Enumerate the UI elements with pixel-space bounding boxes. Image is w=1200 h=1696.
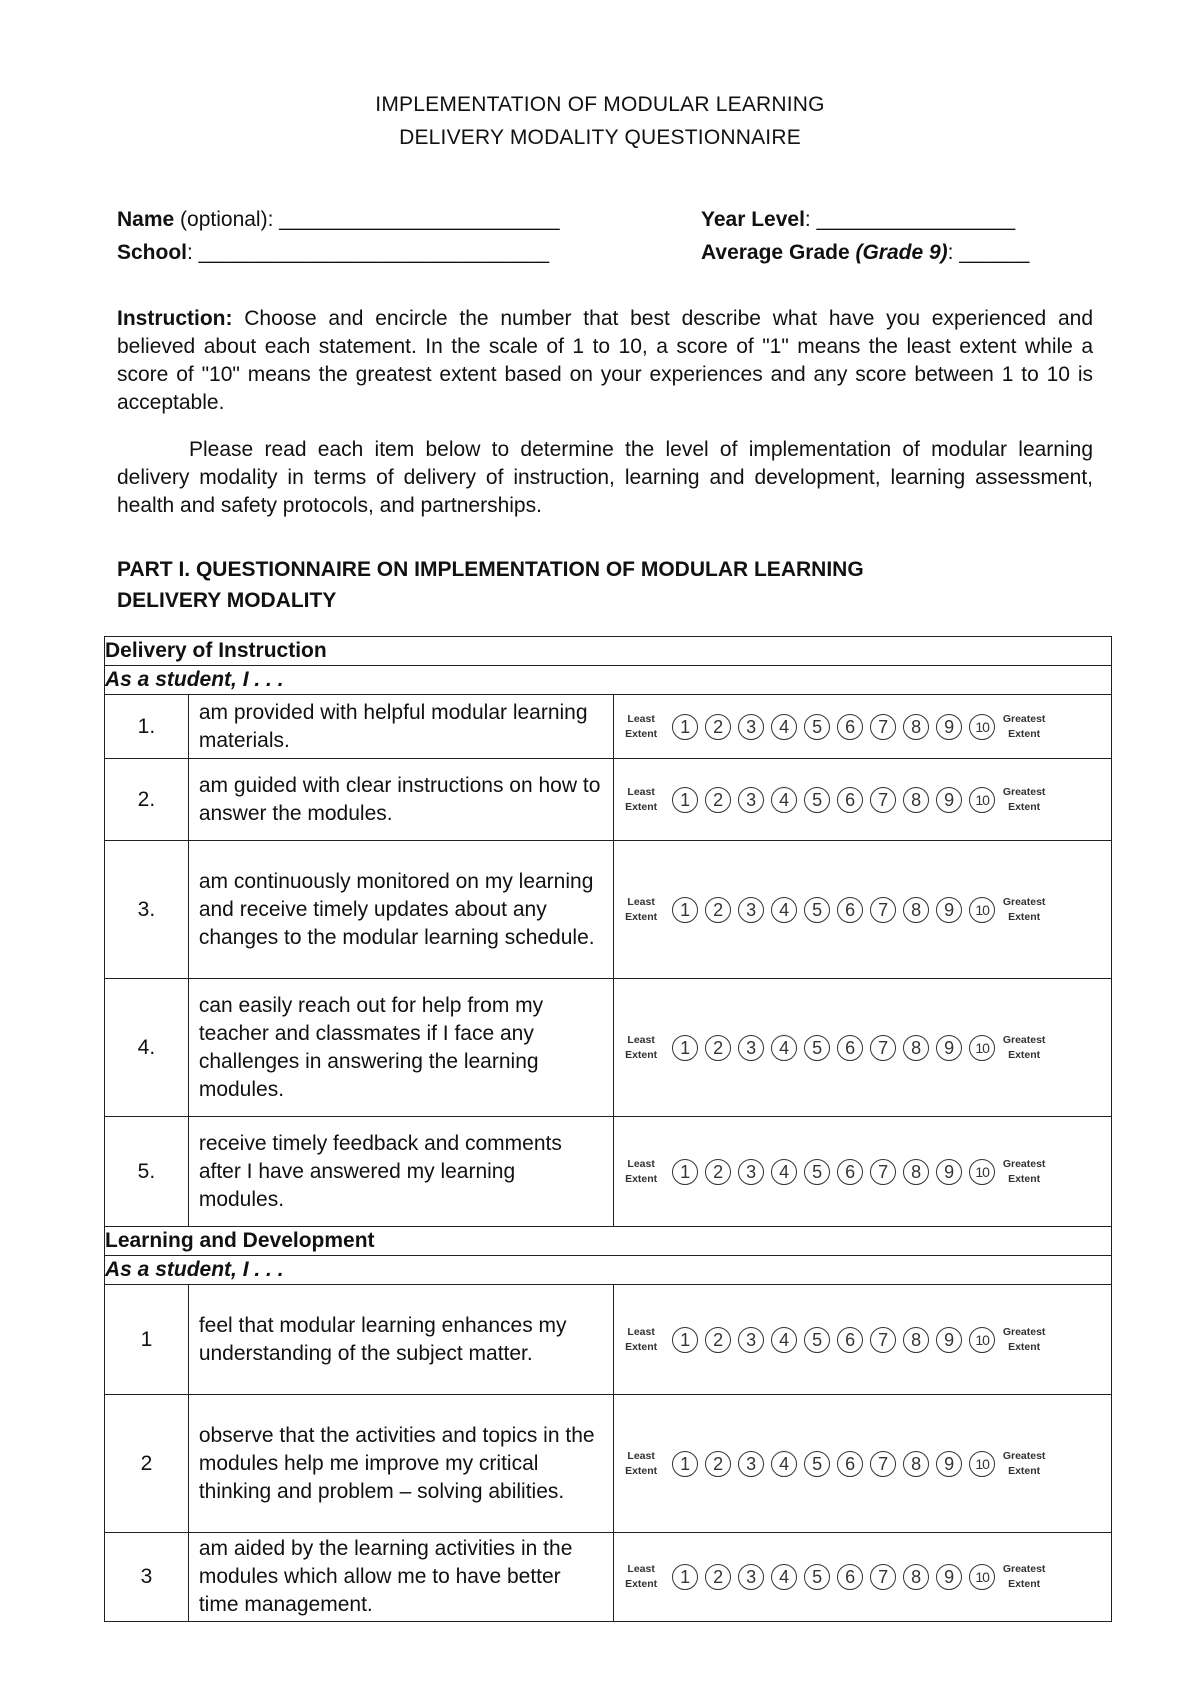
greatest-extent-label: [999, 712, 1049, 742]
item-number: 1.: [105, 695, 189, 759]
rating-option-10[interactable]: 10: [969, 787, 995, 813]
rating-option-4[interactable]: 4: [771, 897, 797, 923]
instruction-label: Instruction:: [117, 307, 233, 330]
rating-scale: [622, 1562, 1103, 1592]
least-label-line-1: Least: [627, 785, 655, 798]
section-subtitle-row: [105, 1256, 1112, 1285]
least-extent-label: [622, 1562, 660, 1592]
item-number: 4.: [105, 979, 189, 1117]
greatest-extent-label: [999, 1562, 1049, 1592]
rating-option-3[interactable]: 3: [738, 1159, 764, 1185]
section-title: Delivery of Instruction: [105, 637, 1112, 666]
rating-scale-cell: [614, 1533, 1112, 1622]
rating-option-7[interactable]: 7: [870, 714, 896, 740]
item-number: 3: [105, 1533, 189, 1622]
instruction-paragraph: [117, 305, 1093, 417]
greatest-extent-label: [999, 785, 1049, 815]
rating-option-10[interactable]: 10: [969, 1327, 995, 1353]
rating-option-10[interactable]: 10: [969, 1035, 995, 1061]
rating-option-5[interactable]: 5: [804, 1159, 830, 1185]
rating-option-2[interactable]: 2: [705, 1327, 731, 1353]
least-label-line-2: Extent: [625, 1172, 658, 1185]
rating-option-7[interactable]: 7: [870, 897, 896, 923]
rating-option-4[interactable]: 4: [771, 1451, 797, 1477]
least-label-line-1: Least: [627, 895, 655, 908]
greatest-label-line-1: Greatest: [1002, 785, 1046, 798]
section-header-row: [105, 1227, 1112, 1256]
rating-option-4[interactable]: 4: [771, 1159, 797, 1185]
greatest-extent-label: [999, 1449, 1049, 1479]
rating-scale: [622, 1157, 1103, 1187]
least-label-line-2: Extent: [625, 910, 658, 923]
rating-options: [672, 897, 995, 923]
rating-option-5[interactable]: 5: [804, 714, 830, 740]
part-heading-line-1: PART I. QUESTIONNAIRE ON IMPLEMENTATION OF MODULAR LEARNING: [117, 558, 864, 581]
rating-option-6[interactable]: 6: [837, 714, 863, 740]
part-heading-line-2: DELIVERY MODALITY: [117, 589, 337, 612]
rating-option-4[interactable]: 4: [771, 1327, 797, 1353]
rating-scale-cell: [614, 1117, 1112, 1227]
rating-options: [672, 714, 995, 740]
least-label-line-1: Least: [627, 1325, 655, 1338]
question-row: [105, 695, 1112, 759]
greatest-label-line-1: Greatest: [1002, 1157, 1046, 1170]
rating-option-6[interactable]: 6: [837, 1327, 863, 1353]
question-row: [105, 759, 1112, 841]
greatest-label-line-2: Extent: [1008, 727, 1041, 740]
least-extent-label: [622, 1449, 660, 1479]
rating-options: [672, 1451, 995, 1477]
rating-option-1[interactable]: 1: [672, 1451, 698, 1477]
rating-option-1[interactable]: 1: [672, 897, 698, 923]
greatest-label-line-2: Extent: [1008, 1172, 1041, 1185]
question-row: [105, 1395, 1112, 1533]
rating-option-6[interactable]: 6: [837, 1564, 863, 1590]
rating-options: [672, 787, 995, 813]
rating-option-6[interactable]: 6: [837, 787, 863, 813]
rating-option-6[interactable]: 6: [837, 897, 863, 923]
rating-option-1[interactable]: 1: [672, 1035, 698, 1061]
rating-option-3[interactable]: 3: [738, 1327, 764, 1353]
rating-option-1[interactable]: 1: [672, 1159, 698, 1185]
greatest-label-line-1: Greatest: [1002, 712, 1046, 725]
rating-option-9[interactable]: 9: [936, 897, 962, 923]
read-paragraph: Please read each item below to determine the level of implementation of modular learning delivery modality in terms of delivery of instruction, learning and development, learning assessment, health and safety protocols, and partnerships.: [117, 438, 1093, 517]
rating-option-7[interactable]: 7: [870, 1451, 896, 1477]
rating-scale: [622, 785, 1103, 815]
rating-option-2[interactable]: 2: [705, 1451, 731, 1477]
greatest-label-line-1: Greatest: [1002, 895, 1046, 908]
rating-option-5[interactable]: 5: [804, 1564, 830, 1590]
least-extent-label: [622, 1325, 660, 1355]
section-subtitle: As a student, I . . .: [105, 1256, 1112, 1285]
rating-scale-cell: [614, 979, 1112, 1117]
school-blank: : ______________________________: [187, 241, 550, 264]
average-grade-field[interactable]: [701, 241, 1029, 265]
section-header-row: [105, 637, 1112, 666]
section-subtitle-row: [105, 666, 1112, 695]
least-extent-label: [622, 1157, 660, 1187]
rating-scale: [622, 1449, 1103, 1479]
rating-option-6[interactable]: 6: [837, 1451, 863, 1477]
rating-option-10[interactable]: 10: [969, 1451, 995, 1477]
item-statement: can easily reach out for help from my teacher and classmates if I face any challenges in answering the learning modules.: [188, 979, 613, 1117]
greatest-label-line-2: Extent: [1008, 1464, 1041, 1477]
document-title-line-1: IMPLEMENTATION OF MODULAR LEARNING: [375, 93, 825, 116]
rating-option-10[interactable]: 10: [969, 1159, 995, 1185]
rating-option-8[interactable]: 8: [903, 1035, 929, 1061]
rating-option-9[interactable]: 9: [936, 1451, 962, 1477]
average-grade-blank: : ______: [947, 241, 1030, 264]
rating-option-2[interactable]: 2: [705, 1035, 731, 1061]
rating-option-9[interactable]: 9: [936, 787, 962, 813]
questionnaire-table: [104, 636, 1112, 1622]
rating-option-9[interactable]: 9: [936, 714, 962, 740]
least-label-line-2: Extent: [625, 800, 658, 813]
greatest-label-line-1: Greatest: [1002, 1449, 1046, 1462]
least-label-line-1: Least: [627, 712, 655, 725]
rating-option-1[interactable]: 1: [672, 714, 698, 740]
greatest-label-line-2: Extent: [1008, 1578, 1041, 1590]
name-field[interactable]: [117, 208, 560, 232]
rating-option-1[interactable]: 1: [672, 1327, 698, 1353]
rating-option-4[interactable]: 4: [771, 787, 797, 813]
rating-option-2[interactable]: 2: [705, 897, 731, 923]
rating-scale: [622, 1325, 1103, 1355]
least-label-line-2: Extent: [625, 1464, 658, 1477]
item-statement: observe that the activities and topics in the modules help me improve my critical thinking and problem – solving abilities.: [188, 1395, 613, 1533]
rating-scale: [622, 1033, 1103, 1063]
rating-option-5[interactable]: 5: [804, 787, 830, 813]
grade-level-note: (Grade 9): [855, 241, 948, 264]
rating-option-2[interactable]: 2: [705, 1564, 731, 1590]
rating-option-10[interactable]: 10: [969, 1564, 995, 1590]
item-statement: am guided with clear instructions on how to answer the modules.: [188, 759, 613, 841]
least-label-line-1: Least: [627, 1449, 655, 1462]
rating-option-2[interactable]: 2: [705, 1159, 731, 1185]
greatest-label-line-2: Extent: [1008, 800, 1041, 813]
rating-scale-cell: [614, 695, 1112, 759]
rating-scale: [622, 895, 1103, 925]
least-extent-label: [622, 712, 660, 742]
greatest-extent-label: [999, 895, 1049, 925]
least-label-line-2: Extent: [625, 727, 658, 740]
rating-option-3[interactable]: 3: [738, 1035, 764, 1061]
rating-option-8[interactable]: 8: [903, 897, 929, 923]
least-extent-label: [622, 895, 660, 925]
greatest-label-line-1: Greatest: [1002, 1563, 1046, 1575]
item-statement: receive timely feedback and comments after I have answered my learning modules.: [188, 1117, 613, 1227]
rating-option-2[interactable]: 2: [705, 714, 731, 740]
rating-options: [672, 1035, 995, 1061]
rating-option-7[interactable]: 7: [870, 1327, 896, 1353]
rating-option-8[interactable]: 8: [903, 1327, 929, 1353]
item-statement: am aided by the learning activities in the modules which allow me to have better time management.: [188, 1533, 613, 1622]
question-row: [105, 1117, 1112, 1227]
rating-option-5[interactable]: 5: [804, 1327, 830, 1353]
instruction-text: Choose and encircle the number that best describe what have you experienced and believed about each statement. In the scale of 1 to 10, a score of "1" means the least extent while a score of "10" means the greatest extent based on your experiences and any score between 1 to 10 is acceptable.: [117, 307, 1093, 414]
least-label-line-1: Least: [627, 1563, 655, 1575]
item-number: 2.: [105, 759, 189, 841]
year-level-field[interactable]: [701, 208, 1015, 232]
rating-option-8[interactable]: 8: [903, 1159, 929, 1185]
least-label-line-1: Least: [627, 1033, 655, 1046]
least-label-line-1: Least: [627, 1157, 655, 1170]
item-statement: feel that modular learning enhances my understanding of the subject matter.: [188, 1285, 613, 1395]
least-label-line-2: Extent: [625, 1340, 658, 1353]
greatest-extent-label: [999, 1157, 1049, 1187]
rating-option-4[interactable]: 4: [771, 1564, 797, 1590]
rating-options: [672, 1327, 995, 1353]
rating-option-9[interactable]: 9: [936, 1564, 962, 1590]
rating-scale-cell: [614, 841, 1112, 979]
rating-option-8[interactable]: 8: [903, 1564, 929, 1590]
rating-option-3[interactable]: 3: [738, 787, 764, 813]
item-number: 1: [105, 1285, 189, 1395]
school-field[interactable]: [117, 241, 549, 265]
rating-option-9[interactable]: 9: [936, 1035, 962, 1061]
part-heading: [117, 554, 1077, 616]
rating-scale-cell: [614, 1285, 1112, 1395]
least-extent-label: [622, 785, 660, 815]
rating-option-8[interactable]: 8: [903, 787, 929, 813]
rating-options: [672, 1159, 995, 1185]
rating-option-2[interactable]: 2: [705, 787, 731, 813]
item-number: 5.: [105, 1117, 189, 1227]
year-level-blank: : _________________: [804, 208, 1016, 231]
rating-option-5[interactable]: 5: [804, 1035, 830, 1061]
school-label: School: [117, 241, 188, 264]
rating-option-1[interactable]: 1: [672, 1564, 698, 1590]
rating-option-8[interactable]: 8: [903, 1451, 929, 1477]
rating-option-9[interactable]: 9: [936, 1159, 962, 1185]
rating-option-3[interactable]: 3: [738, 1451, 764, 1477]
rating-option-6[interactable]: 6: [837, 1159, 863, 1185]
question-row: [105, 1285, 1112, 1395]
rating-option-7[interactable]: 7: [870, 787, 896, 813]
rating-option-5[interactable]: 5: [804, 1451, 830, 1477]
rating-scale-cell: [614, 1395, 1112, 1533]
greatest-label-line-2: Extent: [1008, 1048, 1041, 1061]
rating-option-7[interactable]: 7: [870, 1035, 896, 1061]
rating-scale-cell: [614, 759, 1112, 841]
rating-option-10[interactable]: 10: [969, 897, 995, 923]
item-statement: am continuously monitored on my learning and receive timely updates about any changes to the modular learning schedule.: [188, 841, 613, 979]
rating-option-3[interactable]: 3: [738, 714, 764, 740]
rating-option-1[interactable]: 1: [672, 787, 698, 813]
greatest-label-line-2: Extent: [1008, 910, 1041, 923]
rating-options: [672, 1564, 995, 1590]
greatest-extent-label: [999, 1033, 1049, 1063]
rating-option-7[interactable]: 7: [870, 1159, 896, 1185]
rating-option-9[interactable]: 9: [936, 1327, 962, 1353]
name-blank: (optional): ________________________: [174, 208, 560, 231]
document-title-line-2: DELIVERY MODALITY QUESTIONNAIRE: [399, 126, 801, 149]
rating-option-5[interactable]: 5: [804, 897, 830, 923]
section-title: Learning and Development: [105, 1227, 1112, 1256]
greatest-label-line-1: Greatest: [1002, 1325, 1046, 1338]
rating-option-4[interactable]: 4: [771, 1035, 797, 1061]
question-row: [105, 979, 1112, 1117]
least-extent-label: [622, 1033, 660, 1063]
greatest-label-line-2: Extent: [1008, 1340, 1041, 1353]
rating-option-3[interactable]: 3: [738, 897, 764, 923]
rating-option-6[interactable]: 6: [837, 1035, 863, 1061]
rating-option-8[interactable]: 8: [903, 714, 929, 740]
average-grade-label: Average Grade: [701, 241, 856, 264]
least-label-line-2: Extent: [625, 1048, 658, 1061]
item-number: 3.: [105, 841, 189, 979]
rating-option-7[interactable]: 7: [870, 1564, 896, 1590]
greatest-extent-label: [999, 1325, 1049, 1355]
year-level-label: Year Level: [701, 208, 805, 231]
question-row: [105, 1533, 1112, 1622]
least-label-line-2: Extent: [625, 1578, 658, 1590]
rating-option-10[interactable]: 10: [969, 714, 995, 740]
name-label: Name: [117, 208, 175, 231]
section-subtitle: As a student, I . . .: [105, 666, 1112, 695]
item-number: 2: [105, 1395, 189, 1533]
rating-option-4[interactable]: 4: [771, 714, 797, 740]
greatest-label-line-1: Greatest: [1002, 1033, 1046, 1046]
rating-option-3[interactable]: 3: [738, 1564, 764, 1590]
item-statement: am provided with helpful modular learning materials.: [188, 695, 613, 759]
question-row: [105, 841, 1112, 979]
rating-scale: [622, 712, 1103, 742]
